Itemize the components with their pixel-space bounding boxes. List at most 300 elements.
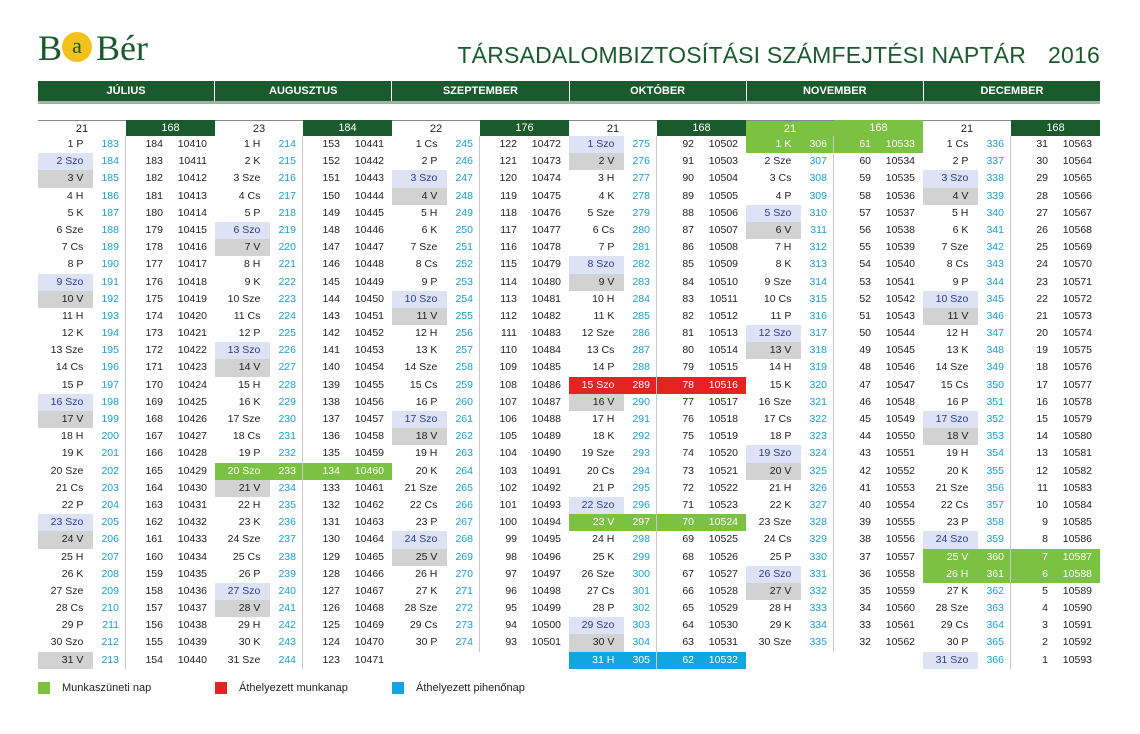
day-left-half: [215, 549, 303, 566]
day-row: [569, 497, 746, 514]
day-row: [923, 377, 1100, 394]
day-right-half: [303, 359, 392, 376]
days-remaining: 56: [859, 223, 871, 236]
day-row: [569, 583, 746, 600]
day-of-year: 274: [455, 636, 473, 649]
month-summary: [746, 120, 923, 136]
day-label: 19 Szo: [746, 445, 801, 462]
days-remaining: 139: [322, 378, 340, 391]
serial-number: 10567: [1062, 206, 1092, 219]
days-remaining: 174: [145, 309, 163, 322]
day-right-half: [657, 428, 746, 445]
days-remaining: 29: [1036, 172, 1048, 185]
day-label: 11 K: [593, 309, 615, 322]
days-remaining: 112: [500, 309, 517, 322]
day-right-half: [657, 308, 746, 325]
day-of-year: 234: [278, 481, 296, 494]
day-left-half: [215, 583, 303, 600]
day-label: 27 K: [946, 584, 969, 597]
day-left-half: [392, 359, 480, 376]
day-label: 26 H: [415, 567, 438, 580]
day-row: [38, 583, 215, 600]
day-right-half: [834, 188, 923, 205]
serial-number: 10524: [708, 516, 738, 529]
day-left-half: [392, 239, 480, 256]
day-label: 8 K: [775, 258, 792, 271]
day-of-year: 258: [455, 361, 473, 374]
serial-number: 10460: [354, 464, 384, 477]
day-row: [923, 566, 1100, 583]
day-right-half: [480, 170, 569, 187]
day-of-year: 263: [455, 447, 473, 460]
days-remaining: 24: [1036, 258, 1048, 271]
day-of-year: 309: [809, 189, 827, 202]
days-remaining: 177: [145, 258, 163, 271]
days-remaining: 175: [145, 292, 163, 305]
day-label: 9 P: [421, 275, 438, 288]
serial-number: 10494: [531, 516, 561, 529]
day-of-year: 213: [101, 653, 119, 666]
day-of-year: 297: [632, 516, 650, 529]
day-label: 31 H: [592, 653, 615, 666]
serial-number: 10542: [885, 292, 915, 305]
day-label: 4 Cs: [238, 189, 261, 202]
day-right-half: [834, 480, 923, 497]
day-left-half: [392, 377, 480, 394]
serial-number: 10558: [885, 567, 915, 580]
day-right-half: [1011, 308, 1100, 325]
cumulative-count: 168: [126, 120, 215, 136]
day-of-year: 354: [986, 447, 1004, 460]
day-right-half: [126, 394, 215, 411]
day-of-year: 218: [278, 206, 296, 219]
day-label: 19 K: [61, 447, 84, 460]
workdays-count: 21: [38, 120, 126, 136]
day-of-year: 345: [986, 292, 1004, 305]
day-right-half: [657, 274, 746, 291]
serial-number: 10530: [708, 619, 738, 632]
day-right-half: [126, 566, 215, 583]
day-right-half: [303, 308, 392, 325]
day-row: [923, 274, 1100, 291]
days-remaining: 3: [1042, 619, 1048, 632]
day-label: 28 V: [215, 600, 270, 617]
day-label: 6 Sze: [56, 223, 84, 236]
day-right-half: [1011, 428, 1100, 445]
day-of-year: 265: [455, 481, 473, 494]
day-left-half: [38, 359, 126, 376]
day-left-half: [569, 153, 657, 170]
serial-number: 10436: [177, 584, 207, 597]
day-of-year: 221: [278, 258, 296, 271]
day-left-half: [392, 136, 480, 153]
day-label: 6 Szo: [215, 222, 270, 239]
serial-number: 10509: [708, 258, 738, 271]
serial-number: 10584: [1062, 498, 1092, 511]
days-remaining: 87: [682, 223, 694, 236]
day-left-half: [38, 411, 126, 428]
day-label: 19 P: [238, 447, 261, 460]
day-of-year: 199: [101, 413, 119, 425]
day-of-year: 240: [278, 584, 296, 597]
days-remaining: 92: [682, 138, 694, 150]
serial-number: 10468: [354, 602, 384, 615]
day-right-half: [657, 325, 746, 342]
day-left-half: [38, 308, 126, 325]
days-remaining: 116: [500, 241, 517, 254]
day-left-half: [215, 480, 303, 497]
day-label: 25 P: [769, 550, 792, 563]
days-remaining: 88: [682, 206, 694, 219]
day-of-year: 312: [809, 241, 827, 254]
serial-number: 10486: [531, 378, 561, 391]
day-label: 7 Cs: [61, 241, 84, 254]
day-label: 23 Szo: [38, 514, 93, 531]
serial-number: 10591: [1062, 619, 1092, 632]
days-remaining: 75: [682, 430, 694, 443]
day-left-half: [392, 600, 480, 617]
day-left-half: [569, 531, 657, 548]
day-row: [746, 342, 923, 359]
day-left-half: [746, 136, 834, 153]
day-label: 27 V: [746, 583, 801, 600]
day-label: 8 Szo: [569, 256, 624, 273]
day-left-half: [215, 342, 303, 359]
day-label: 22 Cs: [409, 498, 438, 511]
day-of-year: 359: [986, 533, 1004, 546]
days-remaining: 20: [1036, 327, 1048, 340]
serial-number: 10429: [177, 464, 207, 477]
day-left-half: [569, 480, 657, 497]
serial-number: 10549: [885, 413, 915, 425]
serial-number: 10568: [1062, 223, 1092, 236]
day-right-half: [1011, 394, 1100, 411]
day-left-half: [38, 463, 126, 480]
days-remaining: 52: [859, 292, 871, 305]
days-remaining: 155: [145, 636, 163, 649]
days-remaining: 2: [1042, 636, 1048, 649]
day-of-year: 337: [986, 155, 1004, 168]
day-right-half: [126, 377, 215, 394]
day-label: 8 Cs: [946, 258, 969, 271]
day-row: [215, 497, 392, 514]
day-row: [38, 359, 215, 376]
day-of-year: 323: [809, 430, 827, 443]
day-right-half: [1011, 531, 1100, 548]
day-of-year: 250: [455, 223, 473, 236]
day-left-half: [38, 600, 126, 617]
day-right-half: [657, 583, 746, 600]
day-of-year: 340: [986, 206, 1004, 219]
day-label: 7 Sze: [941, 241, 969, 254]
day-right-half: [480, 480, 569, 497]
serial-number: 10574: [1062, 327, 1092, 340]
month-summary: [392, 120, 569, 136]
day-left-half: [215, 411, 303, 428]
day-left-half: [38, 480, 126, 497]
serial-number: 10552: [885, 464, 915, 477]
day-right-half: [1011, 617, 1100, 634]
day-label: 17 Sze: [227, 413, 261, 425]
day-left-half: [215, 566, 303, 583]
day-of-year: 214: [278, 138, 296, 150]
day-left-half: [569, 549, 657, 566]
day-row: [746, 428, 923, 445]
day-right-half: [834, 205, 923, 222]
day-right-half: [834, 514, 923, 531]
day-row: [923, 411, 1100, 428]
day-left-half: [746, 428, 834, 445]
serial-number: 10447: [354, 241, 384, 254]
day-row: [38, 549, 215, 566]
day-row: [215, 170, 392, 187]
serial-number: 10592: [1062, 636, 1092, 649]
day-left-half: [392, 394, 480, 411]
serial-number: 10472: [531, 138, 561, 150]
day-row: [392, 394, 569, 411]
day-right-half: [834, 445, 923, 462]
day-left-half: [392, 411, 480, 428]
serial-number: 10445: [354, 206, 384, 219]
serial-number: 10590: [1062, 602, 1092, 615]
day-row: [38, 170, 215, 187]
day-of-year: 286: [632, 327, 650, 340]
day-left-half: [215, 617, 303, 634]
day-of-year: 349: [986, 361, 1004, 374]
header-divider: [38, 101, 1100, 104]
day-of-year: 296: [632, 498, 650, 511]
serial-number: 10586: [1062, 533, 1092, 546]
serial-number: 10518: [708, 413, 738, 425]
day-of-year: 247: [455, 172, 473, 185]
day-left-half: [569, 308, 657, 325]
day-left-half: [215, 170, 303, 187]
day-left-half: [569, 325, 657, 342]
day-left-half: [923, 566, 1011, 583]
days-remaining: 67: [682, 567, 694, 580]
day-label: 25 Cs: [232, 550, 261, 563]
day-right-half: [480, 342, 569, 359]
days-remaining: 95: [505, 602, 517, 615]
day-row: [38, 497, 215, 514]
day-left-half: [569, 497, 657, 514]
day-left-half: [215, 445, 303, 462]
day-row: [38, 239, 215, 256]
days-remaining: 49: [859, 344, 871, 357]
days-remaining: 102: [499, 481, 517, 494]
day-of-year: 330: [809, 550, 827, 563]
day-row: [38, 256, 215, 273]
day-left-half: [392, 463, 480, 480]
day-of-year: 205: [101, 516, 119, 529]
day-right-half: [480, 291, 569, 308]
day-right-half: [480, 463, 569, 480]
legend-label: Munkaszüneti nap: [62, 682, 152, 694]
day-right-half: [1011, 325, 1100, 342]
serial-number: 10501: [531, 636, 561, 649]
day-label: 28 P: [592, 602, 615, 615]
day-row: [746, 549, 923, 566]
day-of-year: 211: [102, 619, 119, 632]
day-right-half: [1011, 463, 1100, 480]
days-remaining: 122: [499, 138, 517, 150]
day-left-half: [746, 617, 834, 634]
day-of-year: 237: [278, 533, 296, 546]
day-left-half: [569, 342, 657, 359]
serial-number: 10531: [708, 636, 738, 649]
day-left-half: [215, 136, 303, 153]
day-label: 5 K: [67, 206, 84, 219]
day-label: 12 Szo: [746, 325, 801, 342]
day-of-year: 253: [455, 275, 473, 288]
days-remaining: 111: [501, 327, 517, 340]
day-of-year: 366: [986, 653, 1004, 666]
day-of-year: 280: [632, 223, 650, 236]
day-label: 20 Sze: [50, 464, 84, 477]
days-remaining: 64: [682, 619, 694, 632]
page-title: [457, 42, 1100, 69]
day-row: [392, 274, 569, 291]
day-label: 25 H: [61, 550, 84, 563]
day-right-half: [480, 394, 569, 411]
day-of-year: 331: [809, 567, 827, 580]
days-remaining: 42: [859, 464, 871, 477]
day-row: [746, 497, 923, 514]
day-row: [392, 291, 569, 308]
day-label: 15 Cs: [409, 378, 438, 391]
day-right-half: [303, 652, 392, 669]
legend-label: Áthelyezett munkanap: [239, 682, 348, 694]
day-of-year: 222: [278, 275, 296, 288]
day-left-half: [746, 549, 834, 566]
days-remaining: 7: [1042, 550, 1048, 563]
day-right-half: [303, 463, 392, 480]
day-right-half: [834, 531, 923, 548]
day-label: 16 P: [415, 395, 438, 408]
day-row: [38, 428, 215, 445]
days-remaining: 27: [1036, 206, 1048, 219]
days-remaining: 119: [500, 189, 517, 202]
day-left-half: [923, 170, 1011, 187]
days-remaining: 37: [859, 550, 871, 563]
serial-number: 10522: [708, 481, 738, 494]
days-remaining: 114: [500, 275, 517, 288]
day-right-half: [480, 256, 569, 273]
day-left-half: [392, 480, 480, 497]
day-of-year: 278: [632, 189, 650, 202]
day-label: 18 P: [769, 430, 792, 443]
day-left-half: [38, 652, 126, 669]
serial-number: 10475: [531, 189, 561, 202]
day-left-half: [392, 617, 480, 634]
calendar-grid: [38, 120, 1100, 669]
serial-number: 10495: [531, 533, 561, 546]
day-label: 27 Sze: [50, 584, 84, 597]
cumulative-count: 168: [1011, 120, 1100, 136]
days-remaining: 142: [322, 327, 340, 340]
serial-number: 10498: [531, 584, 561, 597]
day-row: [38, 463, 215, 480]
serial-number: 10453: [354, 344, 384, 357]
serial-number: 10435: [177, 567, 207, 580]
day-left-half: [38, 394, 126, 411]
day-right-half: [834, 308, 923, 325]
day-row: [569, 411, 746, 428]
day-of-year: 308: [809, 172, 827, 185]
day-row: [569, 325, 746, 342]
days-remaining: 11: [1037, 481, 1048, 494]
day-of-year: 188: [101, 223, 119, 236]
day-label: 11 H: [61, 309, 84, 322]
day-right-half: [1011, 342, 1100, 359]
day-label: 27 K: [415, 584, 438, 597]
days-remaining: 121: [499, 155, 517, 168]
day-label: 12 K: [61, 327, 84, 340]
serial-number: 10484: [531, 344, 561, 357]
day-right-half: [480, 566, 569, 583]
day-right-half: [657, 136, 746, 153]
day-of-year: 229: [278, 395, 296, 408]
day-right-half: [480, 617, 569, 634]
title-year: 2016: [1048, 42, 1100, 68]
day-left-half: [569, 222, 657, 239]
days-remaining: 144: [322, 292, 340, 305]
day-label: 14 Sze: [404, 361, 438, 374]
legend-item: [215, 682, 392, 694]
serial-number: 10529: [708, 602, 738, 615]
days-remaining: 163: [145, 498, 163, 511]
title-text: TÁRSADALOMBIZTOSÍTÁSI SZÁMFEJTÉSI NAPTÁR: [457, 42, 1027, 68]
serial-number: 10588: [1062, 567, 1092, 580]
day-of-year: 281: [632, 241, 650, 254]
day-row: [215, 377, 392, 394]
logo-emblem-icon: a: [62, 32, 92, 62]
day-label: 21 Sze: [935, 481, 969, 494]
days-remaining: 99: [505, 533, 517, 546]
day-of-year: 204: [101, 498, 119, 511]
days-remaining: 5: [1042, 584, 1048, 597]
month-header: AUGUSZTUS: [215, 81, 392, 101]
serial-number: 10533: [885, 138, 915, 150]
day-left-half: [569, 652, 657, 669]
day-of-year: 315: [809, 292, 827, 305]
day-right-half: [303, 256, 392, 273]
day-label: 22 H: [238, 498, 261, 511]
day-row: [746, 514, 923, 531]
day-row: [38, 652, 215, 669]
day-right-half: [126, 497, 215, 514]
legend-item: [38, 682, 215, 694]
day-left-half: [38, 153, 126, 170]
day-right-half: [657, 153, 746, 170]
day-of-year: 346: [986, 309, 1004, 322]
day-label: 2 P: [421, 155, 438, 168]
day-right-half: [126, 256, 215, 273]
serial-number: 10479: [531, 258, 561, 271]
serial-number: 10418: [177, 275, 207, 288]
serial-number: 10422: [177, 344, 207, 357]
day-right-half: [1011, 359, 1100, 376]
days-remaining: 26: [1036, 223, 1048, 236]
day-of-year: 236: [278, 516, 296, 529]
day-left-half: [746, 531, 834, 548]
day-label: 26 H: [946, 567, 969, 580]
day-of-year: 241: [278, 602, 296, 615]
serial-number: 10519: [708, 430, 738, 443]
month-header: SZEPTEMBER: [392, 81, 569, 101]
days-remaining: 19: [1036, 344, 1048, 357]
serial-number: 10483: [531, 327, 561, 340]
